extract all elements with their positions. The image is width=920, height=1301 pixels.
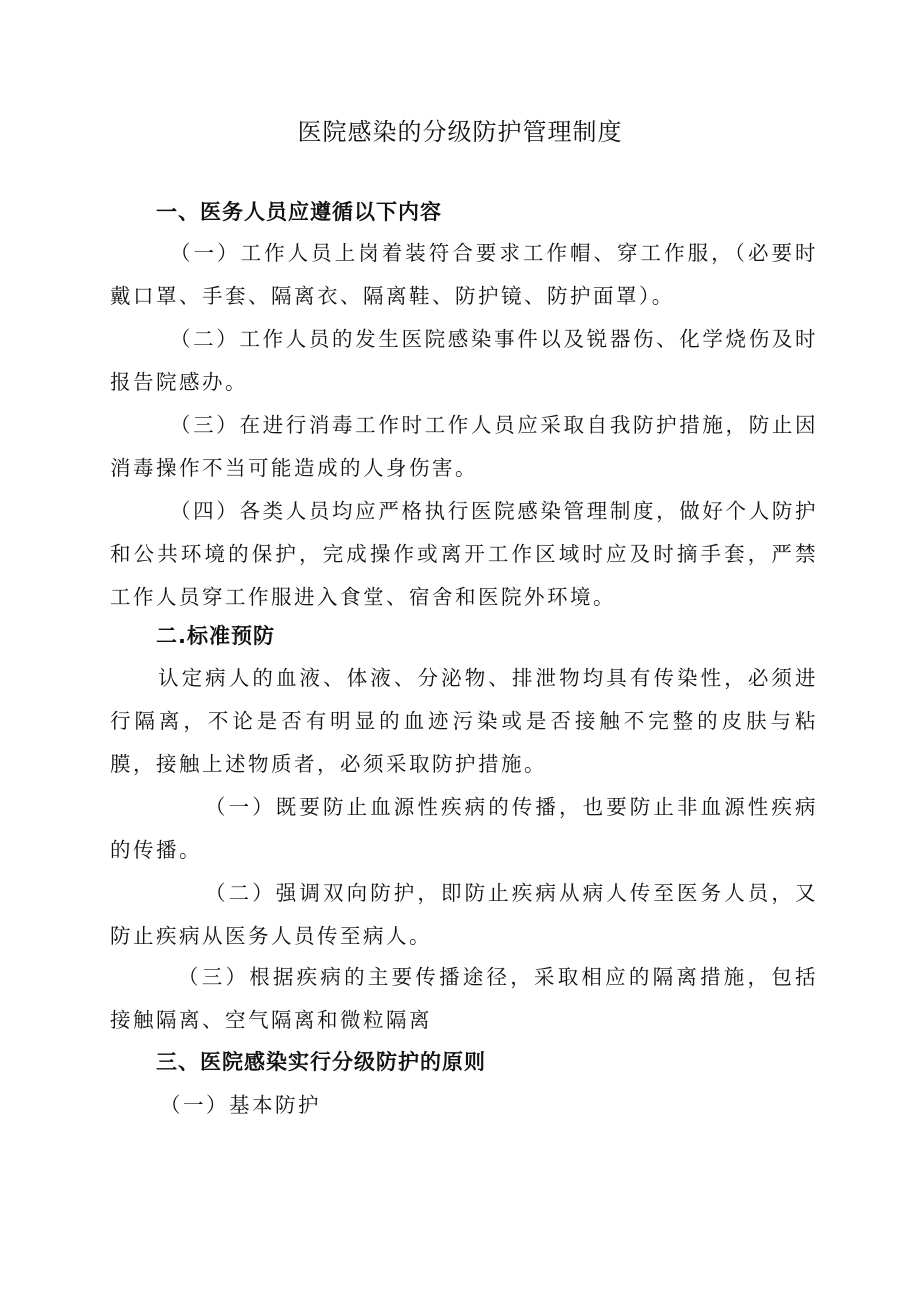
section2-heading: 二.标准预防 — [156, 624, 275, 648]
section3-heading: 三、医院感染实行分级防护的原则 — [156, 1050, 486, 1074]
section1-item-4: （四）各类人员均应严格执行医院感染管理制度，做好个人防护和公共环境的保护，完成操作或离开工作区域时应及时摘手套，严禁工作人员穿工作服进入食堂、宿舍和医院外环境。 — [110, 499, 818, 609]
section2-intro: 认定病人的血液、体液、分泌物、排泄物均具有传染性，必须进行隔离，不论是否有明显的血迹污染或是否接触不完整的皮肤与粘膜，接触上述物质者，必须采取防护措施。 — [110, 666, 818, 776]
document-title: 医院感染的分级防护管理制度 — [297, 118, 623, 146]
section1-heading: 一、医务人员应遵循以下内容 — [156, 200, 442, 224]
section2-item-1: （一）既要防止血源性疾病的传播，也要防止非血源性疾病的传播。 — [110, 795, 818, 862]
section3-item-1: （一）基本防护 — [160, 1093, 321, 1117]
section2-item-2: （二）强调双向防护，即防止疾病从病人传至医务人员，又防止疾病从医务人员传至病人。 — [110, 881, 818, 948]
section1-item-1: （一）工作人员上岗着装符合要求工作帽、穿工作服，（必要时戴口罩、手套、隔离衣、隔离鞋、防护镜、防护面罩）。 — [110, 241, 818, 308]
section2-item-3: （三）根据疾病的主要传播途径，采取相应的隔离措施，包括接触隔离、空气隔离和微粒隔离 — [110, 965, 818, 1032]
section1-item-3: （三）在进行消毒工作时工作人员应采取自我防护措施，防止因消毒操作不当可能造成的人身伤害。 — [110, 413, 818, 480]
section1-item-2: （二）工作人员的发生医院感染事件以及锐器伤、化学烧伤及时报告院感办。 — [110, 327, 818, 394]
